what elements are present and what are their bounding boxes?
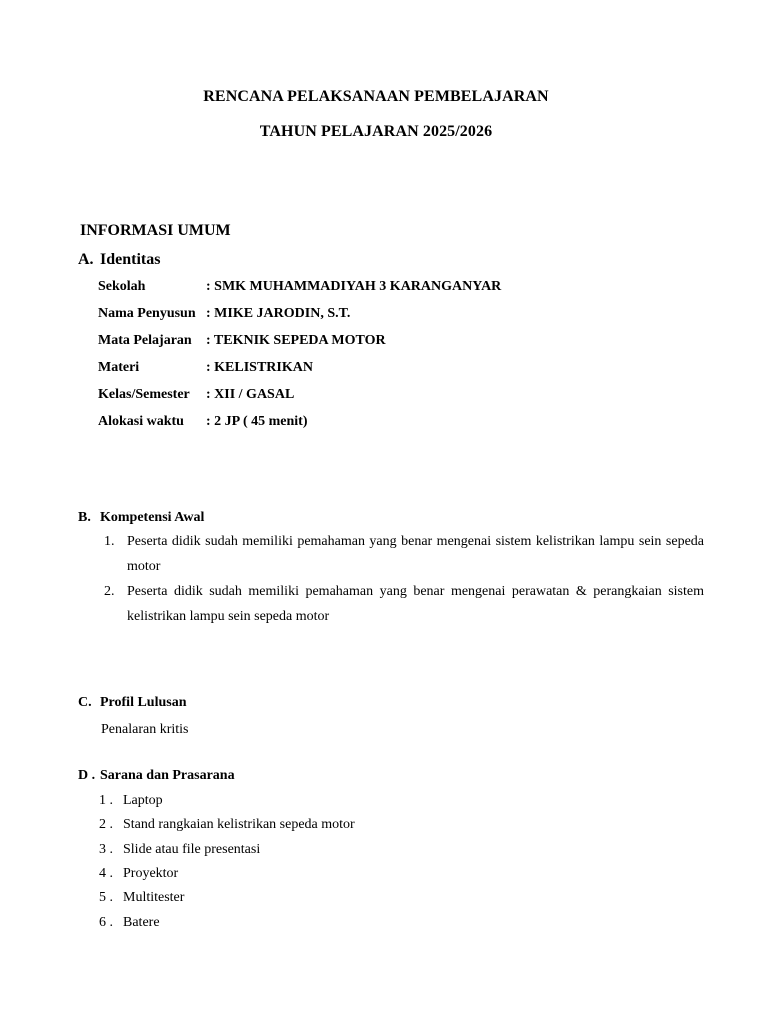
section-c-title: Profil Lulusan	[100, 695, 187, 710]
facility-item-number: 2 .	[99, 817, 113, 832]
identity-label: Alokasi waktu	[98, 414, 184, 429]
facility-item-text: Proyektor	[123, 866, 179, 881]
competence-item-number: 1.	[104, 534, 115, 549]
section-a-heading	[78, 251, 160, 269]
section-c-heading	[78, 695, 187, 711]
section-d-title: Sarana dan Prasarana	[100, 768, 235, 783]
section-d-letter: D .	[78, 768, 96, 783]
facility-item-text: Laptop	[123, 793, 163, 808]
facility-item-number: 1 .	[99, 793, 113, 808]
section-a-letter: A.	[78, 251, 94, 268]
facility-item-number: 4 .	[99, 866, 113, 881]
identity-label: Mata Pelajaran	[98, 333, 192, 348]
competence-item-text: Peserta didik sudah memiliki pemahaman yang benar mengenai perawatan & perangkaian sistem kelistrikan lampu sein sepeda motor	[127, 584, 704, 624]
competence-item-text: Peserta didik sudah memiliki pemahaman yang benar mengenai sistem kelistrikan lampu sein sepeda motor	[127, 534, 704, 574]
competence-item	[104, 580, 704, 629]
facility-item-text: Stand rangkaian kelistrikan sepeda motor	[123, 817, 355, 832]
identity-label: Nama Penyusun	[98, 306, 196, 321]
identity-value: : TEKNIK SEPEDA MOTOR	[206, 333, 386, 348]
facility-item-number: 6 .	[99, 915, 113, 930]
section-b-heading	[78, 510, 204, 526]
facility-item-text: Batere	[123, 915, 160, 930]
document-title: RENCANA PELAKSANAAN PEMBELAJARAN	[203, 88, 549, 105]
identity-label: Sekolah	[98, 279, 146, 294]
section-b-title: Kompetensi Awal	[100, 510, 205, 525]
identity-value: : KELISTRIKAN	[206, 360, 313, 375]
facility-item-number: 3 .	[99, 842, 113, 857]
facility-item-text: Slide atau file presentasi	[123, 842, 261, 857]
identity-value: : SMK MUHAMMADIYAH 3 KARANGANYAR	[206, 279, 502, 294]
identity-value: : XII / GASAL	[206, 387, 295, 402]
general-info-heading: INFORMASI UMUM	[80, 222, 231, 239]
identity-label: Materi	[98, 360, 140, 375]
section-d-heading	[78, 768, 235, 784]
section-a-title: Identitas	[100, 251, 161, 268]
facility-item-text: Multitester	[123, 890, 185, 905]
section-c-letter: C.	[78, 695, 92, 710]
academic-year-title: TAHUN PELAJARAN 2025/2026	[259, 123, 493, 140]
identity-label: Kelas/Semester	[98, 387, 190, 402]
competence-item-number: 2.	[104, 584, 115, 599]
graduate-profile-text: Penalaran kritis	[101, 722, 189, 737]
identity-value: : 2 JP ( 45 menit)	[206, 414, 308, 429]
section-b-letter: B.	[78, 510, 91, 525]
facility-item-number: 5 .	[99, 890, 113, 905]
identity-value: : MIKE JARODIN, S.T.	[206, 306, 351, 321]
competence-item	[104, 530, 704, 579]
